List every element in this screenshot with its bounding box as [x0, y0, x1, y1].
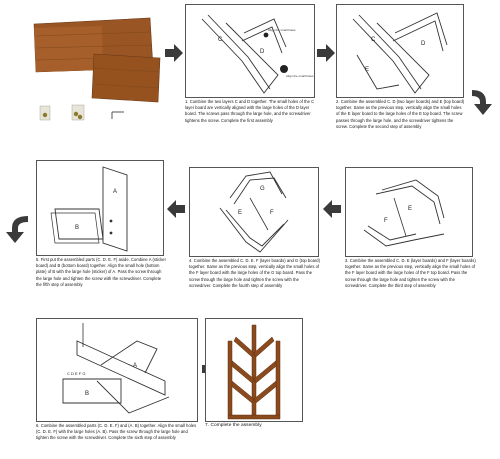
step3-diagram: [346, 168, 474, 258]
step5-panel: [36, 160, 164, 256]
step3-label-e: E: [408, 206, 413, 212]
step5-label-b: B: [75, 225, 80, 231]
step3-panel: [345, 167, 473, 257]
arrow-left-icon: [167, 200, 185, 218]
step4-caption: 4. Combine the assembled C. D. E. F (layer boards) and G (top board) together. Same as the previous step, vertically align the small holes of the F layer board with the large holes of the G top board. Pass the screw through the large hole and tighten the screw with the screwdriver. Complete the fourth step of assembly: [189, 258, 321, 288]
parts-photo: [20, 6, 162, 136]
step1-note-2: Align the small holes: [286, 74, 314, 78]
step5-caption: 5. First put the assembled parts (C. D. E. F) aside. Combine A (sticker board) and B (bottom board) together. Align the small hole (bottom plate) of B with the large hole (sticker) of A. Pass the screw through the large hole and tighten the screw with the screwdriver. Complete the fifth step of assembly: [36, 257, 167, 287]
step1-label-d: D: [260, 49, 265, 55]
step5-label-a: A: [113, 189, 118, 195]
step1-diagram: [186, 5, 316, 99]
step1-note-1: Align the small holes: [268, 28, 296, 32]
step7-panel: [205, 318, 303, 422]
step7-caption: 7. Complete the assembly: [205, 423, 262, 428]
step5-diagram: [37, 161, 165, 257]
step6-label-b: B: [85, 391, 90, 397]
step2-label-d: D: [421, 41, 426, 47]
step6-caption: 6. Combine the assembled parts (C. D. E. F) and (A. B) together. Align the small holes (C. D. E. F) with the large holes (A. B). Pass the screw through the large hole and tighten the screw with the screwdriver. Complete the sixth step of assembly: [36, 423, 197, 441]
finished-bookshelf-illustration: [206, 319, 304, 423]
step6-diagram: [37, 319, 199, 423]
step2-label-c: C: [371, 37, 376, 43]
step6-side-labels: C D E F G: [67, 371, 86, 376]
step6-panel: [36, 318, 198, 422]
arrow-down-left-icon: [4, 212, 30, 244]
arrow-right-icon: [317, 44, 335, 62]
step2-caption: 2. Combine the assembled C. D (two layer boards) and E (top board) together. Same as the previous step, vertically align the small holes of the E layer board to the large holes of the E top board. The screw passes through the large hole, and the screwdriver tightens the screw. Complete the second step of assembly: [336, 99, 465, 129]
step4-label-e: E: [238, 210, 243, 216]
step2-panel: [336, 4, 464, 98]
step2-label-e: E: [365, 67, 370, 73]
step4-diagram: [190, 168, 320, 258]
arrow-right-icon: [165, 44, 183, 62]
wood-boards-illustration: [20, 6, 162, 136]
step3-caption: 3. Combine the assembled C. D. E (layer boards) and F (layer boards) together. Same as the previous step, vertically align the small holes of the F layer board with the large holes of the F top board. Pass the screw through the large hole and tighten the screw with the screwdriver. Complete the third step of assembly: [345, 258, 476, 288]
arrow-down-right-icon: [470, 86, 496, 116]
hardware-bags: [40, 105, 124, 120]
step2-diagram: [337, 5, 465, 99]
step6-label-a: A: [133, 363, 138, 369]
step1-caption: 1. Combine the two layers C and D together. The small holes of the C layer board are vertically aligned with the large holes of the D layer board. The screws pass through the large hole, and the screwdriver tightens the screw. Complete the first assembly: [185, 99, 315, 123]
step3-label-f: F: [384, 218, 388, 224]
arrow-left-icon: [323, 200, 341, 218]
step4-panel: [189, 167, 319, 257]
step4-label-g: G: [260, 186, 265, 192]
step1-label-c: C: [218, 37, 223, 43]
step4-label-f: F: [270, 210, 274, 216]
step1-panel: [185, 4, 315, 98]
